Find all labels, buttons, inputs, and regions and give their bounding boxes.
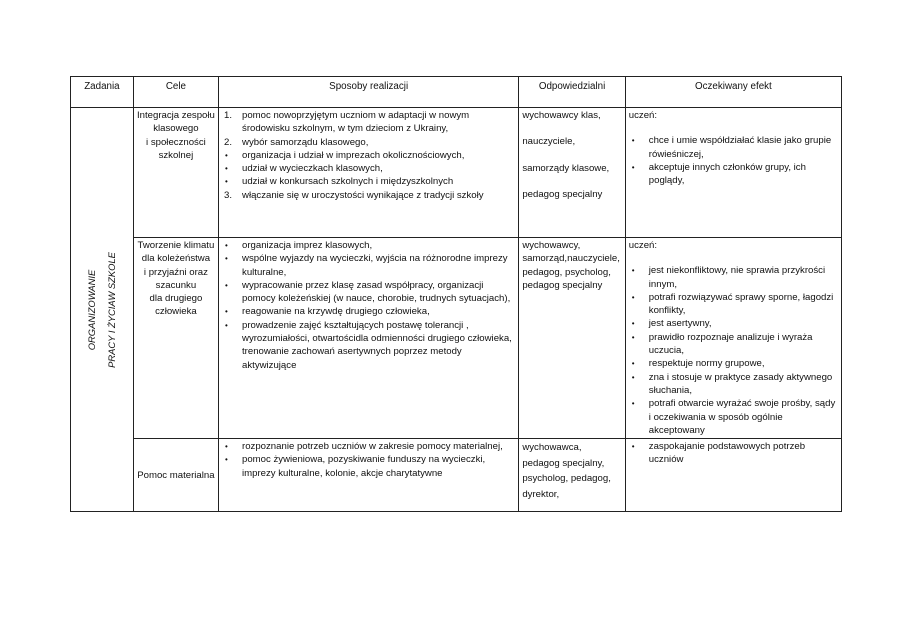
list-item-text: prawidło rozpoznaje analizuje i wyraża uczucia,: [648, 331, 813, 357]
goal-line: dla drugiego: [149, 293, 203, 305]
header-sposoby: Sposoby realizacji: [219, 77, 519, 108]
responsible-item: wychowawca,: [522, 442, 582, 454]
list-item-text: zna i stosuje w praktyce zasady aktywnego słuchania,: [648, 371, 833, 396]
goal-line: i społeczności: [146, 136, 206, 148]
goal-line: i przyjaźni oraz: [143, 266, 208, 278]
list-item-text: wspólne wyjazdy na wycieczki, wyjścia na różnorodne imprezy kulturalne,: [242, 253, 508, 278]
effect-head: uczeń:: [628, 110, 658, 121]
bullet-icon: •: [631, 359, 635, 369]
list-item-text: organizacja i udział w imprezach okolicznościowych,: [242, 149, 465, 161]
bullet-icon: •: [225, 150, 228, 160]
methods-list: [222, 109, 515, 202]
list-item: [222, 109, 515, 136]
effect-list: [629, 440, 838, 467]
goal-cell: [133, 108, 218, 238]
responsible-item: pedagog specjalny: [522, 188, 603, 200]
list-item: [222, 189, 515, 202]
list-item: [222, 319, 515, 372]
list-item: [222, 149, 515, 162]
responsible-item: samorząd,nauczyciele,: [522, 253, 620, 265]
bullet-icon: •: [631, 136, 635, 146]
list-item: [629, 357, 838, 370]
list-item: [629, 317, 838, 330]
header-zadania: Zadania: [71, 77, 134, 108]
goal-line: szkolnej: [158, 149, 194, 161]
list-item-text: udział w wycieczkach klasowych,: [242, 163, 383, 175]
bullet-icon: •: [225, 455, 228, 465]
bullet-icon: •: [225, 241, 228, 250]
header-efekt: Oczekiwany efekt: [625, 77, 841, 108]
responsible-item: pedagog, psycholog,: [522, 266, 611, 278]
list-item-text: akceptuje innych członków grupy, ich poglądy,: [648, 161, 806, 187]
bullet-icon: •: [225, 164, 228, 174]
task-line-2: PRACY I ŻYCIAW SZKOLE: [105, 251, 117, 368]
bullet-icon: •: [631, 372, 635, 382]
bullet-icon: •: [631, 319, 635, 329]
list-item-text: potrafi rozwiązywać sprawy sporne, łagodzi konflikty,: [648, 291, 834, 317]
list-item-text: włączanie się w uroczystości wynikające z tradycji szkoły: [242, 189, 484, 201]
responsible-item: psycholog, pedagog,: [522, 473, 611, 485]
methods-list: [222, 239, 515, 372]
list-item: [629, 161, 838, 188]
list-item: [222, 162, 515, 175]
list-item: [629, 440, 838, 467]
effect-cell: [625, 238, 841, 439]
list-item: [629, 264, 838, 291]
list-item-text: pomoc nowoprzyjętym uczniom w adaptacji w nowym środowisku szkolnym, w tym dzieciom z Ukrainy,: [242, 110, 470, 135]
bullet-icon: •: [631, 292, 635, 302]
effect-list: [629, 134, 838, 187]
goal-line: Pomoc materialna: [137, 469, 215, 481]
list-item: [222, 136, 515, 149]
goal-line: Tworzenie klimatu: [137, 240, 215, 251]
plan-table: [70, 76, 842, 512]
task-cell: [71, 108, 134, 512]
header-row: [71, 77, 842, 108]
list-item: [629, 371, 838, 398]
goal-line: dla koleżeństwa: [141, 253, 211, 265]
bullet-icon: •: [631, 266, 635, 276]
bullet-icon: •: [225, 307, 228, 317]
list-item-text: jest asertywny,: [648, 318, 712, 330]
table-row: [71, 108, 842, 238]
goal-line: szacunku: [155, 279, 197, 291]
list-item-text: jest niekonfliktowy, nie sprawia przykrości innym,: [648, 265, 826, 290]
responsible-item: pedagog specjalny: [522, 279, 603, 291]
list-item-text: prowadzenie zajęć kształtujących postawę tolerancji , wyrozumiałości, otwartościdla odmienności drugiego człowieka, trenowanie zachowań asertywnych poprzez metody aktywizujące: [242, 319, 512, 371]
methods-cell: [219, 439, 519, 512]
list-marker: 3.: [224, 189, 233, 201]
list-item: [222, 239, 515, 252]
list-item: [222, 453, 515, 480]
list-item: [222, 252, 515, 279]
responsible-item: wychowawcy klas,: [522, 110, 601, 121]
goal-cell: [133, 439, 218, 512]
list-item-text: reagowanie na krzywdę drugiego człowieka,: [242, 306, 430, 318]
list-marker: 2.: [224, 136, 233, 148]
responsible-item: nauczyciele,: [522, 136, 576, 148]
bullet-icon: •: [225, 280, 228, 290]
list-item-text: wybór samorządu klasowego,: [242, 136, 369, 148]
list-item-text: organizacja imprez klasowych,: [242, 240, 373, 251]
effect-head: uczeń:: [628, 240, 658, 251]
task-line-1: ORGANIZOWANIE: [85, 269, 97, 350]
responsible-cell: [519, 108, 625, 238]
list-item: [629, 331, 838, 358]
header-cele: Cele: [133, 77, 218, 108]
list-item: [222, 175, 515, 188]
effect-cell: [625, 439, 841, 512]
responsible-cell: [519, 439, 625, 512]
bullet-icon: •: [631, 399, 635, 409]
list-item-text: rozpoznanie potrzeb uczniów w zakresie pomocy materialnej,: [242, 441, 503, 453]
list-item: [629, 397, 838, 437]
list-item: [222, 305, 515, 318]
list-item-text: wypracowanie przez klasę zasad współpracy, organizacji pomocy koleżeńskiej (w nauce, chorobie, trudnych sytuacjach),: [242, 279, 511, 305]
responsible-item: pedagog specjalny,: [522, 457, 605, 469]
goal-line: człowieka: [155, 306, 197, 318]
effect-list: [629, 264, 838, 437]
responsible-item: dyrektor,: [522, 488, 560, 500]
bullet-icon: •: [631, 162, 635, 172]
list-item-text: chce i umie współdziałać klasie jako grupie rówieśniczej,: [648, 135, 832, 160]
list-item: [222, 440, 515, 453]
list-item: [629, 291, 838, 318]
list-marker: 1.: [224, 110, 233, 121]
effect-cell: [625, 108, 841, 238]
table-row: [71, 238, 842, 439]
list-item-text: zaspokajanie podstawowych potrzeb uczniów: [648, 441, 806, 466]
bullet-icon: •: [225, 254, 228, 264]
bullet-icon: •: [225, 320, 228, 330]
goal-line: Integracja zespołu: [136, 110, 215, 121]
list-item: [222, 279, 515, 306]
goal-cell: [133, 238, 218, 439]
methods-cell: [219, 108, 519, 238]
header-odpowiedzialni: Odpowiedzialni: [519, 77, 625, 108]
responsible-cell: [519, 238, 625, 439]
bullet-icon: •: [631, 442, 635, 452]
list-item: [629, 134, 838, 161]
bullet-icon: •: [225, 177, 228, 187]
responsible-item: samorządy klasowe,: [522, 162, 610, 174]
methods-list: [222, 440, 515, 480]
bullet-icon: •: [225, 442, 228, 452]
methods-cell: [219, 238, 519, 439]
list-item-text: udział w konkursach szkolnych i międzyszkolnych: [242, 176, 454, 188]
list-item-text: pomoc żywieniowa, pozyskiwanie funduszy na wycieczki, imprezy kulturalne, kolonie, akcje charytatywne: [242, 454, 486, 479]
goal-line: klasowego: [153, 123, 199, 135]
list-item-text: potrafi otwarcie wyrażać swoje prośby, sądy i oczekiwania w sposób ogólnie akceptowany: [648, 398, 836, 436]
bullet-icon: •: [631, 332, 635, 342]
responsible-item: wychowawcy,: [522, 240, 581, 251]
task-label: [82, 252, 122, 368]
list-item-text: respektuje normy grupowe,: [648, 358, 765, 370]
table-row: [71, 439, 842, 512]
